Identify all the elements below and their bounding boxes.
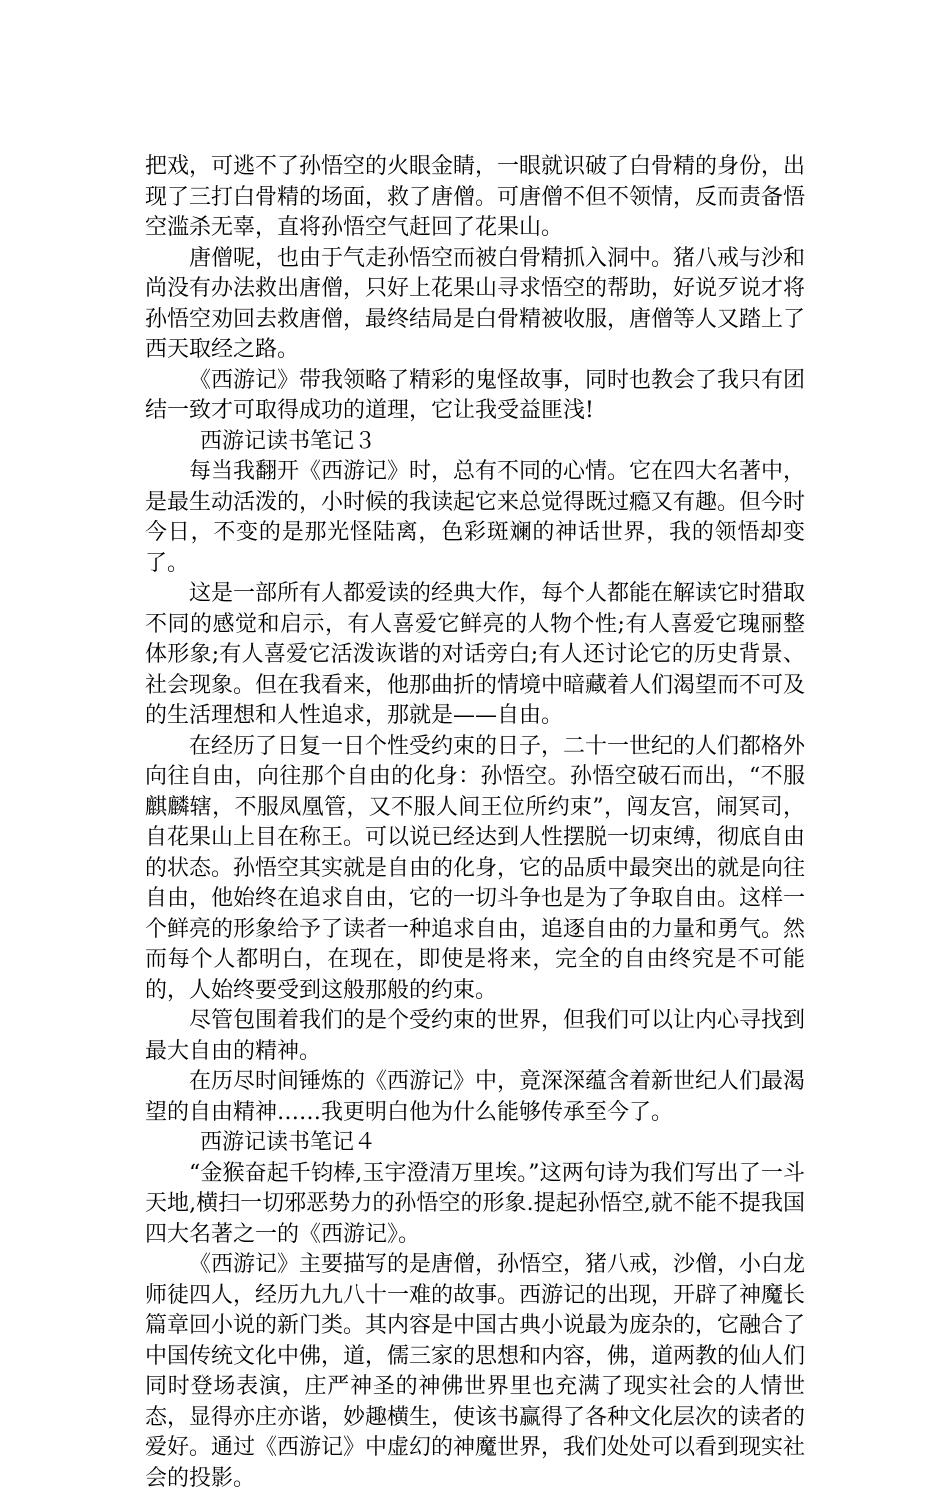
document-page (145, 152, 805, 1494)
paragraph: “金猴奋起千钧棒,玉宇澄清万里埃。”这两句诗为我们写出了一斗天地,横扫一切邪恶势力的孙悟空的形象.提起孙悟空,就不能不提我国四大名著之一的《西游记》。 (145, 1160, 805, 1247)
paragraph-continued: 把戏，可逃不了孙悟空的火眼金睛，一眼就识破了白骨精的身份，出现了三打白骨精的场面，救了唐僧。可唐僧不但不领情，反而责备悟空滥杀无辜，直将孙悟空气赶回了花果山。 (145, 154, 806, 240)
paragraph: 《西游记》带我领略了精彩的鬼怪故事，同时也教会了我只有团结一致才可取得成功的道理，它让我受益匪浅! (145, 367, 806, 423)
paragraph: 这是一部所有人都爱读的经典大作，每个人都能在解读它时猎取不同的感觉和启示，有人喜爱它鲜亮的人物个性;有人喜爱它瑰丽整体形象;有人喜爱它活泼诙谐的对话旁白;有人还讨论它的历史背景、社会现象。但在我看来，他那曲折的情境中暗藏着人们渴望而不可及的生活理想和人性追求，那就是——自由。 (145, 581, 806, 728)
paragraph: 《西游记》主要描写的是唐僧，孙悟空，猪八戒，沙僧，小白龙师徒四人，经历九九八十一难的故事。西游记的出现，开辟了神魔长篇章回小说的新门类。其内容是中国古典小说最为庞杂的，它融合了中国传统文化中佛，道，儒三家的思想和内容，佛，道两教的仙人们同时登场表演，庄严神圣的神佛世界里也充满了现实社会的人情世态，显得亦庄亦谐，妙趣横生，使该书赢得了各种文化层次的读者的爱好。通过《西游记》中虚幻的神魔世界，我们处处可以看到现实社会的投影。 (145, 1252, 806, 1491)
paragraph: 尽管包围着我们的是个受约束的世界，但我们可以让内心寻找到最大自由的精神。 (145, 1008, 806, 1064)
paragraph: 在经历了日复一日个性受约束的日子，二十一世纪的人们都格外向往自由，向往那个自由的化身：孙悟空。孙悟空破石而出，“不服麒麟辖，不服凤凰管，又不服人间王位所约束”，闯友宫，闹冥司，自花果山上目在称王。可以说已经达到人性摆脱一切束缚，彻底自由的状态。孙悟空其实就是自由的化身，它的品质中最突出的就是向往自由，他始终在追求自由，它的一切斗争也是为了争取自由。这样一个鲜亮的形象给予了读者一种追求自由，追逐自由的力量和勇气。然而每个人都明白，在现在，即使是将来，完全的自由终究是不可能的，人始终要受到这般那般的约束。 (145, 733, 806, 1003)
section-heading: 西游记读书笔记４ (200, 1130, 377, 1155)
paragraph: 在历尽时间锤炼的《西游记》中，竟深深蕴含着新世纪人们最渴望的自由精神……我更明白他为什么能够传承至今了。 (145, 1069, 806, 1125)
paragraph: 唐僧呢，也由于气走孙悟空而被白骨精抓入洞中。猪八戒与沙和尚没有办法救出唐僧，只好上花果山寻求悟空的帮助，好说歹说才将孙悟空劝回去救唐僧，最终结局是白骨精被收服，唐僧等人又踏上了西天取经之路。 (145, 245, 806, 362)
paragraph: 每当我翻开《西游记》时，总有不同的心情。它在四大名著中，是最生动活泼的，小时候的我读起它来总觉得既过瘾又有趣。但今时今日，不变的是那光怪陆离，色彩斑斓的神话世界，我的领悟却变了。 (145, 459, 806, 576)
section-heading: 西游记读书笔记３ (200, 428, 377, 454)
